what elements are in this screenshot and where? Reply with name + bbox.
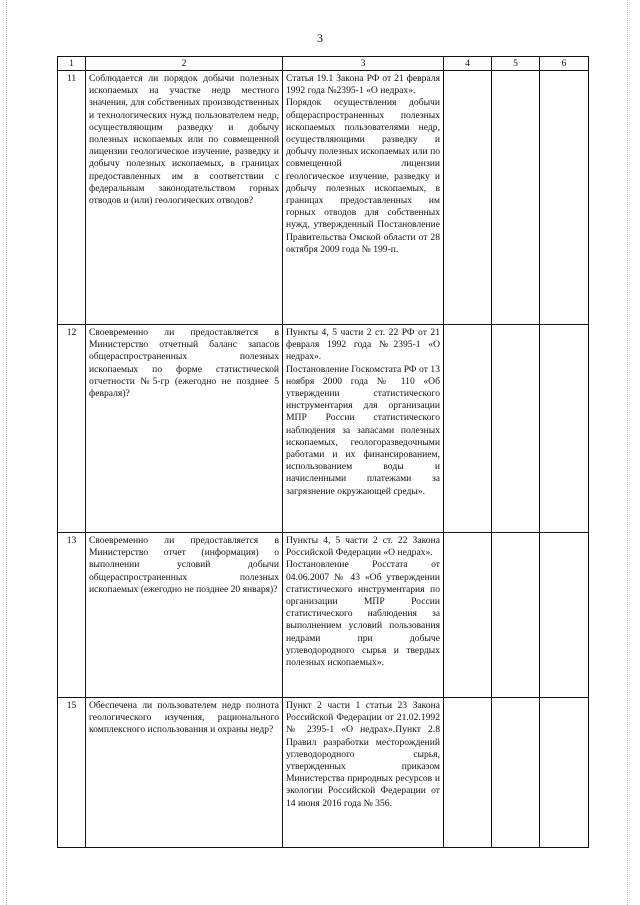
question-cell: Обеспечена ли пользователем недр полнота геологического изучения, рационального комплексного использования и охраны недр? xyxy=(86,698,283,848)
col-5-cell xyxy=(492,698,540,848)
col-5-cell xyxy=(492,71,540,325)
scan-edge-right xyxy=(627,0,628,905)
legal-basis-cell xyxy=(283,533,444,698)
legal-basis-paragraph: Постановление Госкомстата РФ от 13 ноября 2000 года № 110 «Об утверждении статистического инструментария для организации МПР России статистического наблюдения за запасами полезных ископаемых, геологоразведочными работами и их финансированием, использованием воды и начисленными платежами за загрязнение окружающей среды». xyxy=(286,363,440,497)
question-cell: Соблюдается ли порядок добычи полезных ископаемых на участке недр местного значения, для собственных производственных и технологических нужд пользователем недр, осуществляющим разведку и добычу полезных ископаемых или по совмещенной лицензии геологическое изучение, разведку и добычу полезных ископаемых, в границах предоставленных им в соответствии с федеральным законодательством горных отводов и (или) геологических отводов? xyxy=(86,71,283,325)
table-row xyxy=(58,533,589,698)
table-row xyxy=(58,325,589,533)
row-number: 13 xyxy=(58,533,86,698)
page-number: 3 xyxy=(317,31,323,45)
col-6-cell xyxy=(540,71,589,325)
row-number: 15 xyxy=(58,698,86,848)
col-4-cell xyxy=(444,533,492,698)
legal-basis-paragraph: Постановление Росстата от 04.06.2007 № 43 «Об утверждении статистического инструментария по организации МПР России статистического наблюдения за выполнением условий пользования недрами при добыче углеводородного сырья и твердых полезных ископаемых». xyxy=(286,559,440,669)
header-col-2: 2 xyxy=(86,57,283,71)
col-4-cell xyxy=(444,71,492,325)
table-row xyxy=(58,71,589,325)
header-col-3: 3 xyxy=(283,57,444,71)
col-4-cell xyxy=(444,698,492,848)
col-6-cell xyxy=(540,533,589,698)
header-col-5: 5 xyxy=(492,57,540,71)
table-header-row xyxy=(58,57,589,71)
col-4-cell xyxy=(444,325,492,533)
legal-basis-cell xyxy=(283,325,444,533)
legal-basis-cell xyxy=(283,71,444,325)
table-row xyxy=(58,698,589,848)
scan-edge-left xyxy=(6,0,7,905)
row-number: 12 xyxy=(58,325,86,533)
header-col-4: 4 xyxy=(444,57,492,71)
col-6-cell xyxy=(540,325,589,533)
legal-basis-paragraph: Порядок осуществления добычи общераспространенных полезных ископаемых пользователями недр, осуществляющими разведку и добычу полезных ископаемых или по совмещенной лицензии геологическое изучение, разведку и добычу полезных ископаемых, в границах предоставленных им горных отводов для собственных нужд, утвержденный Постановление Правительства Омской области от 28 октября 2009 года № 199-п. xyxy=(286,97,440,255)
legal-basis-paragraph: Статья 19.1 Закона РФ от 21 февраля 1992 года №2395-1 «О недрах». xyxy=(286,73,440,97)
col-5-cell xyxy=(492,325,540,533)
header-col-1: 1 xyxy=(58,57,86,71)
col-6-cell xyxy=(540,698,589,848)
question-cell: Своевременно ли предоставляется в Министерство отчетный баланс запасов общераспространенных полезных ископаемых по форме статистической отчетности №5-гр (ежегодно не позднее 5 февраля)? xyxy=(86,325,283,533)
legal-basis-cell xyxy=(283,698,444,848)
legal-basis-paragraph: Пункты 4, 5 части 2 ст. 22 Закона Российской Федерации «О недрах». xyxy=(286,535,440,559)
col-5-cell xyxy=(492,533,540,698)
question-cell: Своевременно ли предоставляется в Министерство отчет (информация) о выполнении условий добычи общераспространенных полезных ископаемых (ежегодно не позднее 20 января)? xyxy=(86,533,283,698)
legal-basis-paragraph: Пункт 2 части 1 статьи 23 Закона Российской Федерации от 21.02.1992 № 2395-1 «О недрах».Пункт 2.8 Правил разработки месторождений углеводородного сырья, утвержденных приказом Министерства природных ресурсов и экологии Российской Федерации от 14 июня 2016 года № 356. xyxy=(286,700,440,809)
requirements-table xyxy=(57,56,589,848)
row-number: 11 xyxy=(58,71,86,325)
legal-basis-paragraph: Пункты 4, 5 части 2 ст. 22 РФ от 21 февраля 1992 года №2395-1 «О недрах». xyxy=(286,327,440,363)
header-col-6: 6 xyxy=(540,57,589,71)
